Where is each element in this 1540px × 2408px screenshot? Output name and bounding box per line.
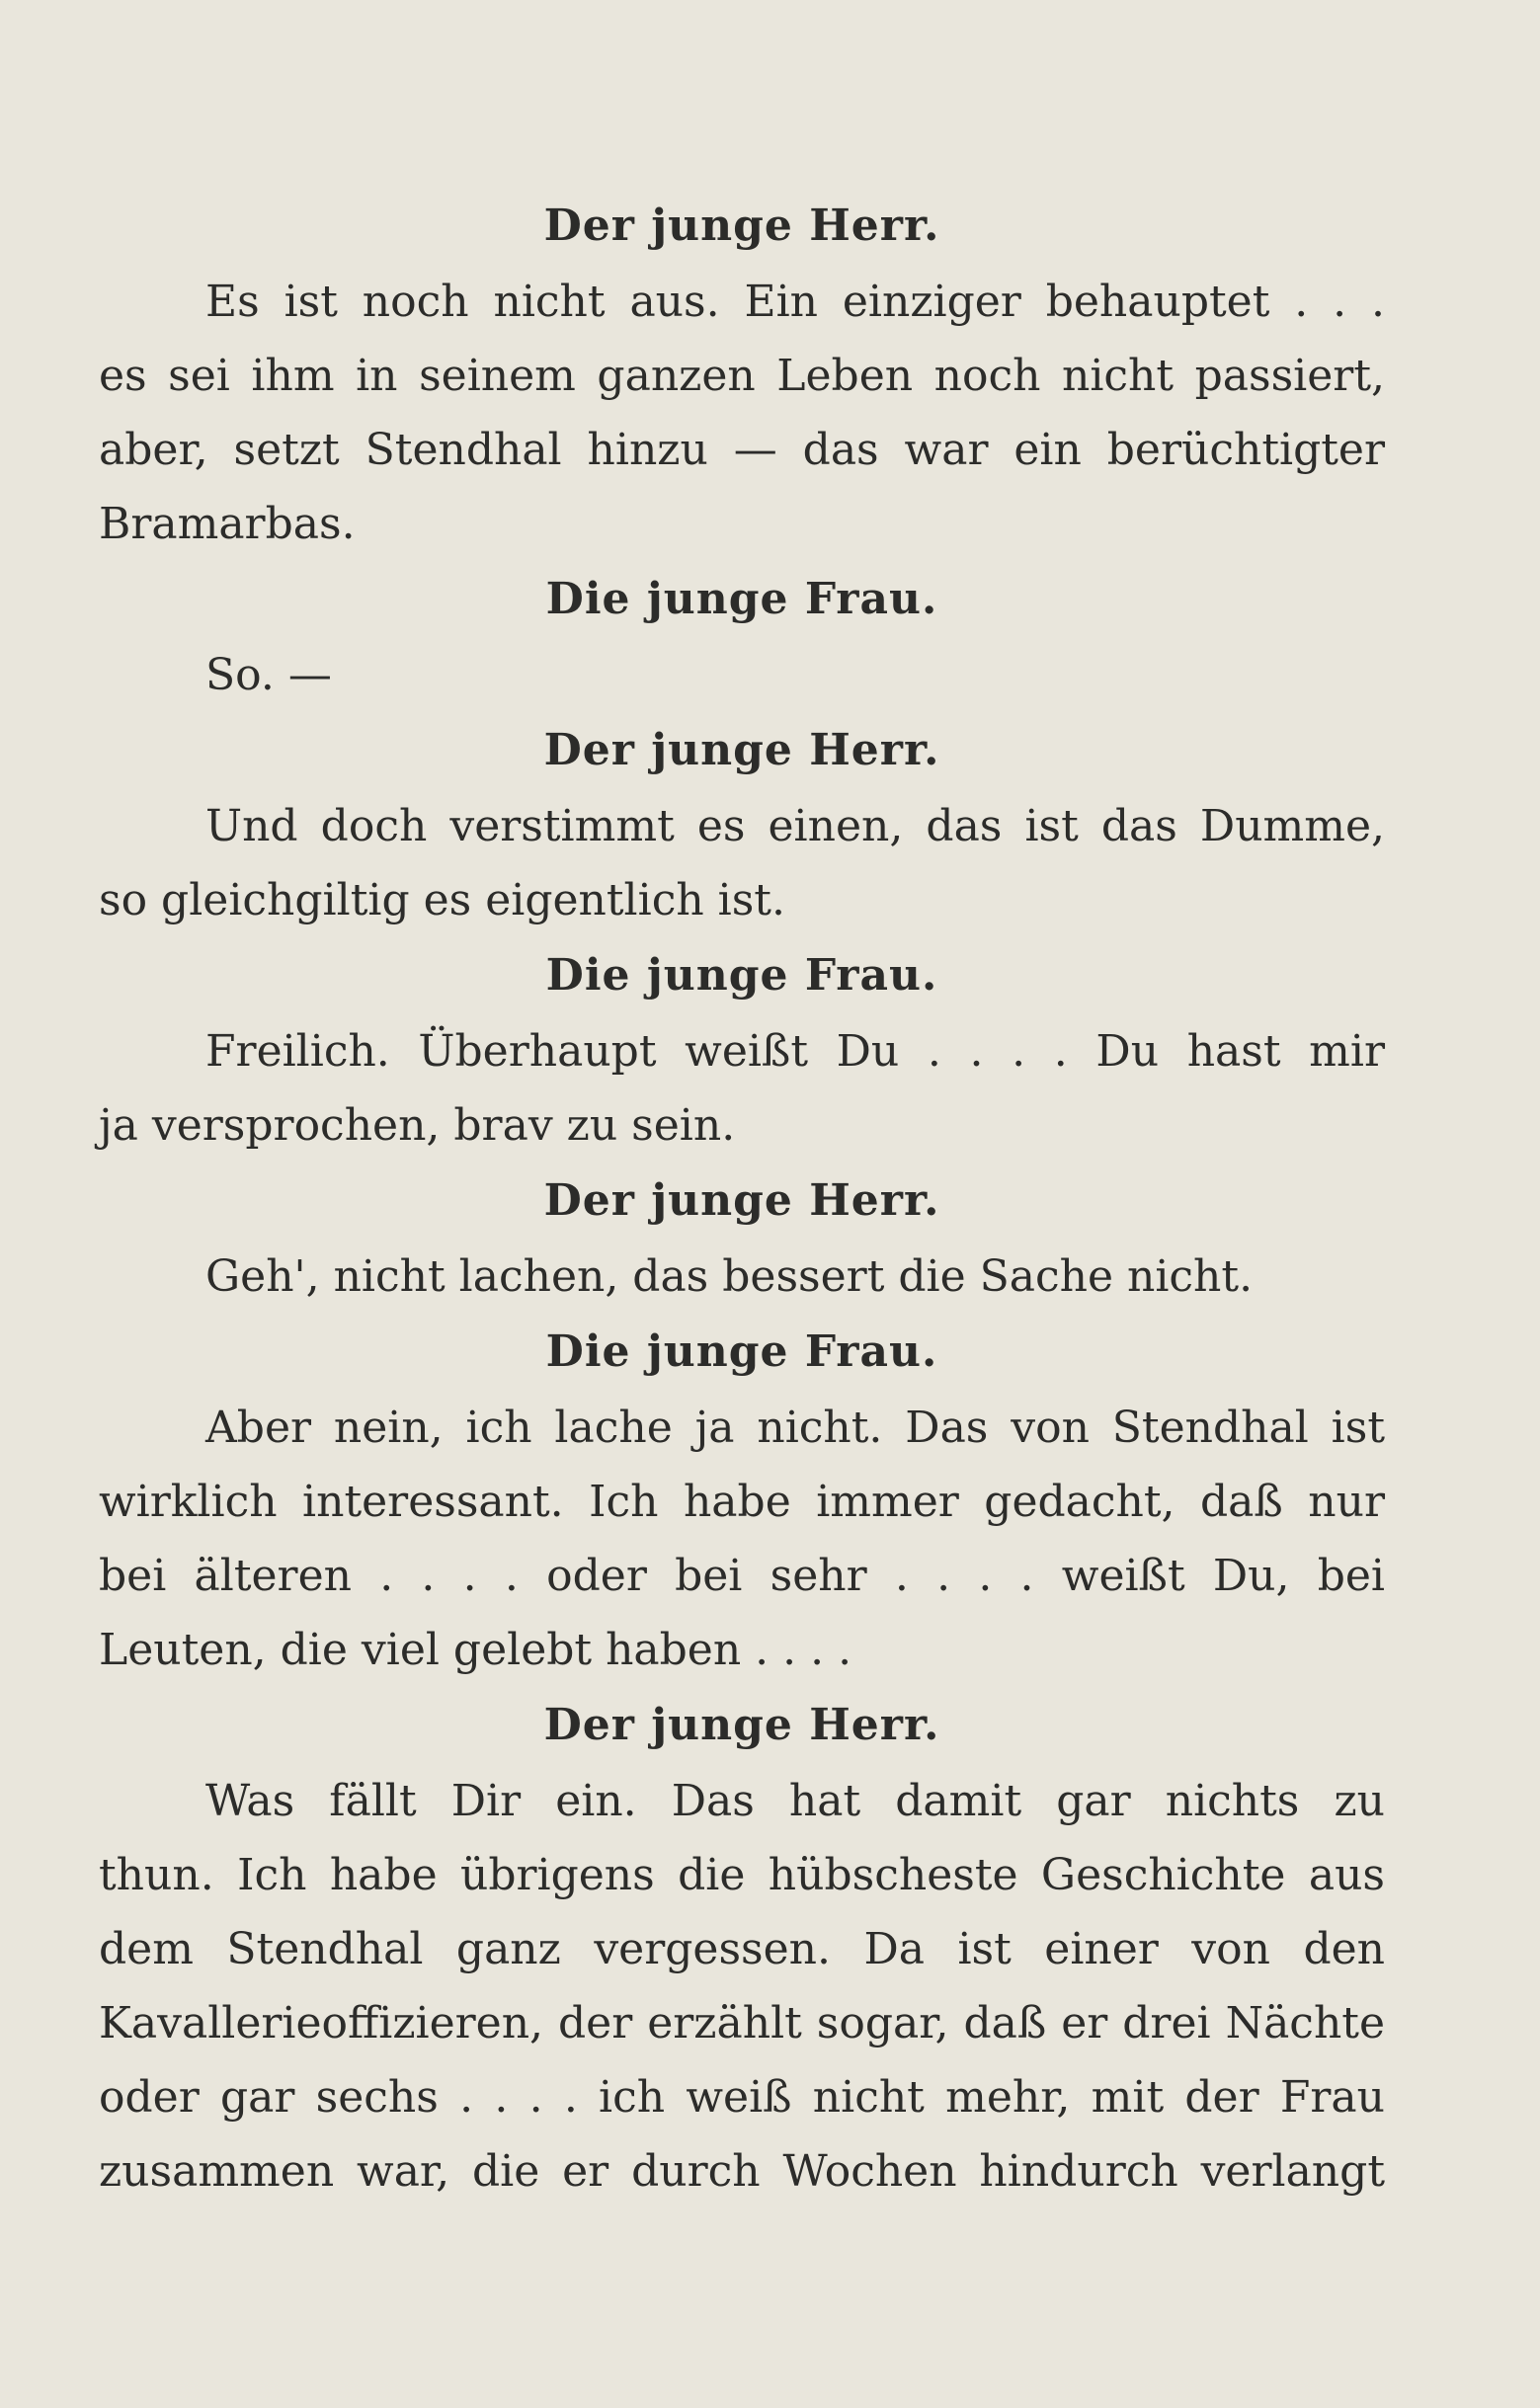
text-line: Was fällt Dir ein. Das hat damit gar nichts zu xyxy=(205,1776,1385,1826)
speaker-heading: Die junge Frau. xyxy=(545,1326,938,1377)
speaker-heading: Die junge Frau. xyxy=(545,574,938,624)
text-line: bei älteren . . . . oder bei sehr . . . . weißt Du, bei xyxy=(99,1551,1385,1601)
dialogue-paragraph xyxy=(99,638,1385,712)
text-line: zusammen war, die er durch Wochen hindurch verlangt xyxy=(99,2146,1385,2197)
dialogue-paragraph xyxy=(99,1240,1385,1314)
dialogue-paragraph xyxy=(99,789,1385,937)
text-line: Aber nein, ich lache ja nicht. Das von Stendhal ist xyxy=(205,1403,1385,1453)
text-line: Geh', nicht lachen, das bessert die Sache nicht. xyxy=(205,1251,1254,1302)
text-line: aber, setzt Stendhal hinzu — das war ein berüchtigter xyxy=(99,425,1385,475)
text-line: dem Stendhal ganz vergessen. Da ist einer von den xyxy=(99,1924,1385,1974)
speaker-heading: Der junge Herr. xyxy=(543,1175,940,1226)
speaker-heading: Der junge Herr. xyxy=(543,725,940,775)
text-line: ja versprochen, brav zu sein. xyxy=(99,1100,736,1151)
text-line: Leuten, die viel gelebt haben . . . . xyxy=(99,1625,852,1675)
speaker-heading: Der junge Herr. xyxy=(543,1700,940,1750)
text-line: Es ist noch nicht aus. Ein einziger behauptet . . . xyxy=(205,277,1385,327)
text-line: oder gar sechs . . . . ich weiß nicht mehr, mit der Frau xyxy=(99,2072,1385,2123)
dialogue-paragraph xyxy=(99,1391,1385,1687)
speaker-heading: Die junge Frau. xyxy=(545,950,938,1001)
text-line: wirklich interessant. Ich habe immer gedacht, daß nur xyxy=(99,1477,1385,1527)
text-line: so gleichgiltig es eigentlich ist. xyxy=(99,875,785,925)
text-line: thun. Ich habe übrigens die hübscheste Geschichte aus xyxy=(99,1850,1385,1900)
speaker-heading: Der junge Herr. xyxy=(543,201,940,251)
text-line: Bramarbas. xyxy=(99,499,356,549)
dialogue-text xyxy=(99,188,1385,2208)
text-line: es sei ihm in seinem ganzen Leben noch nicht passiert, xyxy=(99,351,1385,401)
dialogue-paragraph xyxy=(99,1014,1385,1163)
text-line: Kavallerieoffizieren, der erzählt sogar, daß er drei Nächte xyxy=(99,1998,1385,2048)
text-line: So. — xyxy=(205,650,332,700)
dialogue-paragraph xyxy=(99,1764,1385,2208)
text-line: Freilich. Überhaupt weißt Du . . . . Du hast mir xyxy=(205,1026,1385,1077)
text-line: Und doch verstimmt es einen, das ist das Dumme, xyxy=(205,801,1385,851)
dialogue-paragraph xyxy=(99,265,1385,561)
